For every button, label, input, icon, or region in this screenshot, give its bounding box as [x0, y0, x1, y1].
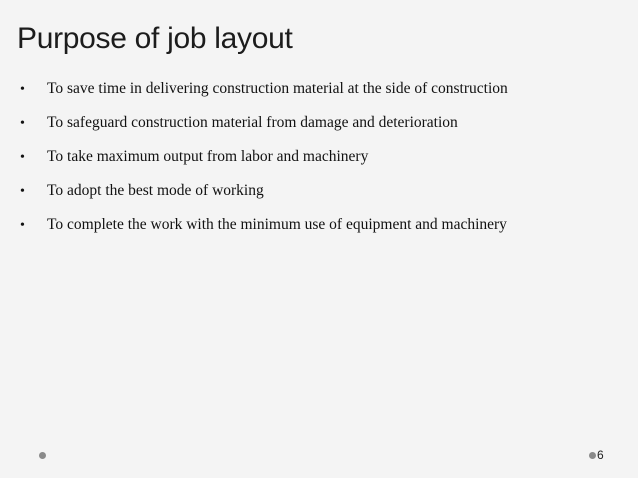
bullet-text: To complete the work with the minimum use of equipment and machinery: [47, 216, 507, 233]
bullet-text: To take maximum output from labor and machinery: [47, 148, 369, 165]
bullet-dot-icon: •: [20, 184, 25, 199]
page-number: 6: [597, 448, 604, 462]
bullet-dot-icon: •: [20, 218, 25, 233]
bullet-dot-icon: •: [20, 150, 25, 165]
bullet-list: [20, 80, 508, 250]
bullet-item: [20, 114, 508, 148]
bullet-text: To safeguard construction material from damage and deterioration: [47, 114, 458, 131]
bullet-item: [20, 148, 508, 182]
bullet-text: To adopt the best mode of working: [47, 182, 264, 199]
bullet-text: To save time in delivering construction material at the side of construction: [47, 80, 508, 97]
footer-dot-icon: [39, 452, 46, 459]
bullet-item: [20, 80, 508, 114]
page-marker-dot-icon: [589, 452, 596, 459]
bullet-dot-icon: •: [20, 116, 25, 131]
bullet-item: [20, 182, 508, 216]
slide-title: Purpose of job layout: [17, 22, 293, 55]
bullet-item: [20, 216, 508, 250]
bullet-dot-icon: •: [20, 82, 25, 97]
